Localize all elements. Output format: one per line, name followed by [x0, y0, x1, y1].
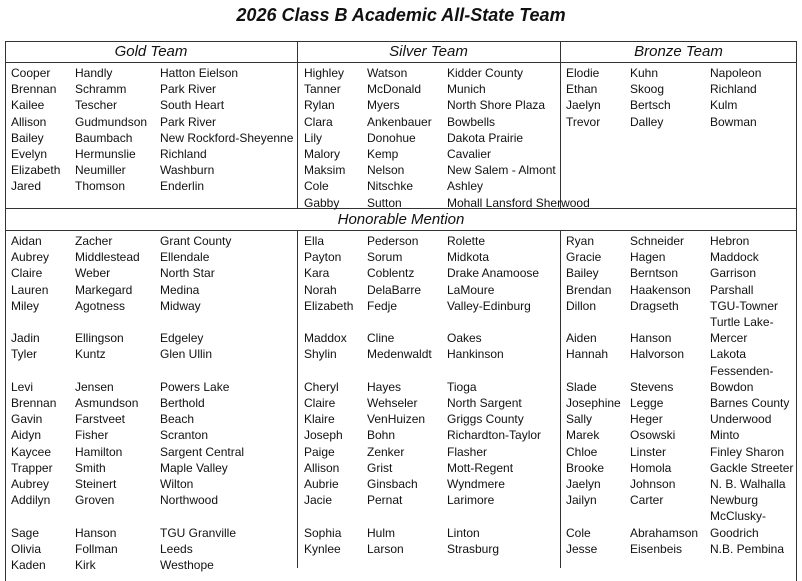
first-name: Levi	[11, 379, 34, 394]
school-name: Munich	[447, 82, 486, 97]
first-name: Jaelyn	[566, 477, 601, 491]
school-name: N. B. Walhalla	[710, 477, 786, 491]
school-name: LaMoure	[447, 282, 495, 297]
last-name: Halvorson	[630, 347, 685, 362]
last-name: Berntson	[630, 266, 679, 281]
last-name: DelaBarre	[367, 282, 422, 297]
school-name: Grant County	[160, 234, 232, 248]
first-name: Ryan	[566, 234, 595, 248]
school-name: Hatton Eielson	[160, 66, 239, 80]
first-name: Elodie	[566, 66, 600, 80]
school-name: Drake Anamoose	[447, 266, 540, 281]
school-name: Hankinson	[447, 347, 504, 362]
last-name: Dragseth	[630, 298, 679, 313]
school-name: Gackle Streeter	[710, 460, 794, 475]
school-name: Bowbells	[447, 114, 496, 129]
school-name: Leeds	[160, 541, 193, 556]
first-name: Paige	[304, 444, 335, 459]
school-name: Flasher	[447, 444, 488, 459]
school-name: Washburn	[160, 163, 215, 178]
first-name: Rylan	[304, 98, 335, 113]
last-name: Skoog	[630, 82, 665, 97]
last-name: Kirk	[75, 558, 96, 572]
last-name: Grist	[367, 460, 393, 475]
first-name: Kara	[304, 266, 330, 281]
last-name: Jensen	[75, 379, 114, 394]
first-name: Aidyn	[11, 428, 42, 443]
first-name: Kailee	[11, 98, 45, 113]
first-name: Shylin	[304, 347, 337, 362]
first-name: Jaelyn	[566, 98, 601, 113]
first-name: Maddox	[304, 331, 347, 346]
last-name: Middlestead	[75, 250, 140, 265]
school-name: North Sargent	[447, 396, 522, 410]
first-name: Elizabeth	[11, 163, 61, 178]
last-name: Kemp	[367, 147, 399, 161]
last-name: Hermunslie	[75, 147, 136, 161]
last-name: VenHuizen	[367, 412, 426, 427]
school-name: Valley-Edinburg	[447, 298, 531, 313]
school-name: North Star	[160, 266, 215, 281]
school-name: Rolette	[447, 234, 486, 248]
school-name: Wyndmere	[447, 477, 505, 491]
first-name: Claire	[304, 396, 336, 410]
school-name: Lakota	[710, 347, 747, 362]
school-name: Richland	[710, 82, 757, 97]
school-name: New Salem - Almont	[447, 163, 556, 178]
first-name: Claire	[11, 266, 43, 281]
first-name: Jared	[11, 179, 42, 194]
first-name: Gracie	[566, 250, 602, 265]
school-name: Northwood	[160, 493, 219, 508]
school-name: Napoleon	[710, 66, 762, 80]
first-name: Chloe	[566, 444, 598, 459]
first-name: Bailey	[11, 130, 44, 145]
honorable-mention-header: Honorable Mention	[337, 211, 465, 228]
school-name: Ellendale	[160, 250, 210, 265]
first-name: Trapper	[11, 460, 53, 475]
last-name: Osowski	[630, 428, 676, 443]
page-title: 2026 Class B Academic All-State Team	[236, 5, 566, 25]
last-name: Steinert	[75, 477, 117, 491]
school-name: Larimore	[447, 493, 495, 508]
school-name: TGU-Towner	[710, 298, 779, 313]
divider	[5, 62, 797, 63]
first-name: Clara	[304, 114, 333, 129]
school-name: Parshall	[710, 282, 754, 297]
last-name: Baumbach	[75, 130, 133, 145]
first-name: Lauren	[11, 282, 49, 297]
first-name: Cheryl	[304, 379, 339, 394]
last-name: Medenwaldt	[367, 347, 432, 362]
last-name: Johnson	[630, 477, 676, 491]
school-name: Richardton-Taylor	[447, 428, 542, 443]
school-name: Beach	[160, 412, 195, 427]
school-name: Mohall Lansford Sherwood	[447, 195, 590, 210]
last-name: McDonald	[367, 82, 422, 97]
last-name: Eisenbeis	[630, 541, 683, 556]
school-name: Edgeley	[160, 331, 204, 346]
first-name: Aidan	[11, 234, 42, 248]
school-name: Sargent Central	[160, 444, 245, 459]
school-name: North Shore Plaza	[447, 98, 546, 113]
first-name: Jailyn	[566, 493, 597, 508]
first-name: Brennan	[11, 396, 57, 410]
first-name: Malory	[304, 147, 341, 161]
school-name: Park River	[160, 82, 217, 97]
first-name: Brendan	[566, 282, 612, 297]
last-name: Tescher	[75, 98, 118, 113]
first-name: Allison	[304, 460, 340, 475]
last-name: Fisher	[75, 428, 109, 443]
first-name: Kynlee	[304, 541, 341, 556]
school-name: Linton	[447, 525, 480, 540]
last-name: Gudmundson	[75, 114, 148, 129]
last-name: Hayes	[367, 379, 402, 394]
bronze-team-header: Bronze Team	[634, 43, 723, 60]
last-name: Weber	[75, 266, 111, 281]
first-name: Lily	[304, 130, 323, 145]
first-name: Aiden	[566, 331, 597, 346]
school-name: Cavalier	[447, 147, 492, 161]
last-name: Bertsch	[630, 98, 671, 113]
divider	[297, 230, 298, 568]
last-name: Markegard	[75, 282, 133, 297]
first-name: Hannah	[566, 347, 609, 362]
last-name: Thomson	[75, 179, 126, 194]
first-name: Olivia	[11, 541, 42, 556]
first-name: Sage	[11, 525, 40, 540]
last-name: Bohn	[367, 428, 396, 443]
first-name: Kaycee	[11, 444, 52, 459]
school-name: Mott-Regent	[447, 460, 514, 475]
last-name: Carter	[630, 493, 664, 508]
first-name: Josephine	[566, 396, 621, 410]
last-name: Hagen	[630, 250, 666, 265]
first-name: Ella	[304, 234, 325, 248]
school-name: Wilton	[160, 477, 194, 491]
first-name: Brooke	[566, 460, 605, 475]
school-name: Minto	[710, 428, 740, 443]
first-name: Cooper	[11, 66, 51, 80]
first-name: Cole	[304, 179, 329, 194]
school-name: Glen Ullin	[160, 347, 213, 362]
school-name: Berthold	[160, 396, 205, 410]
first-name: Dillon	[566, 298, 597, 313]
last-name: Kuntz	[75, 347, 106, 362]
last-name: Fedje	[367, 298, 398, 313]
last-name: Hanson	[75, 525, 117, 540]
last-name: Coblentz	[367, 266, 415, 281]
school-name: Bowman	[710, 114, 757, 129]
first-name: Elizabeth	[304, 298, 354, 313]
school-name: Medina	[160, 282, 200, 297]
school-name: Kidder County	[447, 66, 524, 80]
divider	[297, 41, 298, 209]
first-name: Evelyn	[11, 147, 48, 161]
last-name: Groven	[75, 493, 115, 508]
last-name: Farstveet	[75, 412, 126, 427]
divider	[560, 41, 561, 209]
school-name: Strasburg	[447, 541, 500, 556]
first-name: Jacie	[304, 493, 333, 508]
last-name: Dalley	[630, 114, 664, 129]
last-name: Heger	[630, 412, 663, 427]
first-name: Aubrie	[304, 477, 339, 491]
last-name: Smith	[75, 460, 106, 475]
last-name: Donohue	[367, 130, 416, 145]
first-name: Aubrey	[11, 477, 50, 491]
first-name: Bailey	[566, 266, 599, 281]
school-name: New Rockford-Sheyenne	[160, 130, 294, 145]
last-name: Watson	[367, 66, 408, 80]
last-name: Nelson	[367, 163, 405, 178]
first-name: Addilyn	[11, 493, 51, 508]
last-name: Follman	[75, 541, 118, 556]
school-name: Scranton	[160, 428, 209, 443]
school-name: Tioga	[447, 379, 477, 394]
last-name: Legge	[630, 396, 664, 410]
first-name: Aubrey	[11, 250, 50, 265]
school-name: Kulm	[710, 98, 738, 113]
first-name: Highley	[304, 66, 345, 80]
first-name: Tyler	[11, 347, 38, 362]
last-name: Hamilton	[75, 444, 123, 459]
first-name: Tanner	[304, 82, 341, 97]
school-name: Enderlin	[160, 179, 205, 194]
last-name: Haakenson	[630, 282, 691, 297]
last-name: Abrahamson	[630, 525, 699, 540]
divider	[560, 230, 561, 568]
first-name: Miley	[11, 298, 40, 313]
first-name: Payton	[304, 250, 342, 265]
gold-team-header: Gold Team	[114, 43, 188, 60]
last-name: Hanson	[630, 331, 672, 346]
last-name: Handly	[75, 66, 113, 80]
first-name: Sophia	[304, 525, 342, 540]
school-name: Turtle Lake-	[710, 315, 774, 329]
school-name: Westhope	[160, 558, 214, 572]
last-name: Schneider	[630, 234, 685, 248]
last-name: Linster	[630, 444, 667, 459]
first-name: Ethan	[566, 82, 598, 97]
last-name: Stevens	[630, 379, 674, 394]
school-name: South Heart	[160, 98, 225, 113]
last-name: Ginsbach	[367, 477, 418, 491]
last-name: Pernat	[367, 493, 403, 508]
last-name: Sorum	[367, 250, 403, 265]
school-name: Hebron	[710, 234, 750, 248]
last-name: Homola	[630, 460, 672, 475]
school-name: Griggs County	[447, 412, 524, 427]
school-name: Ashley	[447, 179, 484, 194]
last-name: Cline	[367, 331, 395, 346]
school-name: N.B. Pembina	[710, 541, 785, 556]
school-name: Oakes	[447, 331, 482, 346]
first-name: Klaire	[304, 412, 335, 427]
last-name: Larson	[367, 541, 404, 556]
first-name: Jadin	[11, 331, 40, 346]
silver-team-header: Silver Team	[389, 43, 468, 60]
last-name: Zenker	[367, 444, 405, 459]
school-name: Fessenden-	[710, 363, 774, 378]
first-name: Brennan	[11, 82, 57, 97]
first-name: Gabby	[304, 195, 340, 210]
last-name: Neumiller	[75, 163, 126, 178]
school-name: Maple Valley	[160, 460, 228, 475]
first-name: Norah	[304, 282, 337, 297]
last-name: Agotness	[75, 298, 126, 313]
last-name: Nitschke	[367, 179, 414, 194]
school-name: Maddock	[710, 250, 759, 265]
last-name: Zacher	[75, 234, 113, 248]
last-name: Wehseler	[367, 396, 418, 410]
school-name: Richland	[160, 147, 207, 161]
school-name: Dakota Prairie	[447, 130, 524, 145]
school-name: Bowdon	[710, 379, 754, 394]
school-name: Midway	[160, 298, 201, 313]
school-name: Newburg	[710, 493, 759, 508]
school-name: McClusky-	[710, 509, 766, 524]
first-name: Trevor	[566, 114, 601, 129]
divider	[5, 230, 797, 231]
last-name: Hulm	[367, 525, 396, 540]
last-name: Sutton	[367, 195, 402, 210]
last-name: Asmundson	[75, 396, 139, 410]
last-name: Myers	[367, 98, 400, 113]
first-name: Slade	[566, 379, 597, 394]
last-name: Schramm	[75, 82, 127, 97]
first-name: Cole	[566, 525, 591, 540]
school-name: Powers Lake	[160, 379, 230, 394]
first-name: Allison	[11, 114, 47, 129]
first-name: Kaden	[11, 558, 46, 572]
last-name: Pederson	[367, 234, 419, 248]
school-name: Park River	[160, 114, 217, 129]
school-name: Underwood	[710, 412, 772, 427]
first-name: Gavin	[11, 412, 43, 427]
school-name: Goodrich	[710, 525, 759, 540]
school-name: Garrison	[710, 266, 757, 281]
school-name: Midkota	[447, 250, 490, 265]
first-name: Marek	[566, 428, 600, 443]
first-name: Joseph	[304, 428, 343, 443]
first-name: Maksim	[304, 163, 346, 178]
last-name: Ellingson	[75, 331, 124, 346]
first-name: Jesse	[566, 541, 598, 556]
school-name: Barnes County	[710, 396, 790, 410]
last-name: Ankenbauer	[367, 114, 432, 129]
last-name: Kuhn	[630, 66, 659, 80]
school-name: TGU Granville	[160, 525, 237, 540]
school-name: Mercer	[710, 331, 748, 346]
school-name: Finley Sharon	[710, 444, 785, 459]
first-name: Sally	[566, 412, 593, 427]
